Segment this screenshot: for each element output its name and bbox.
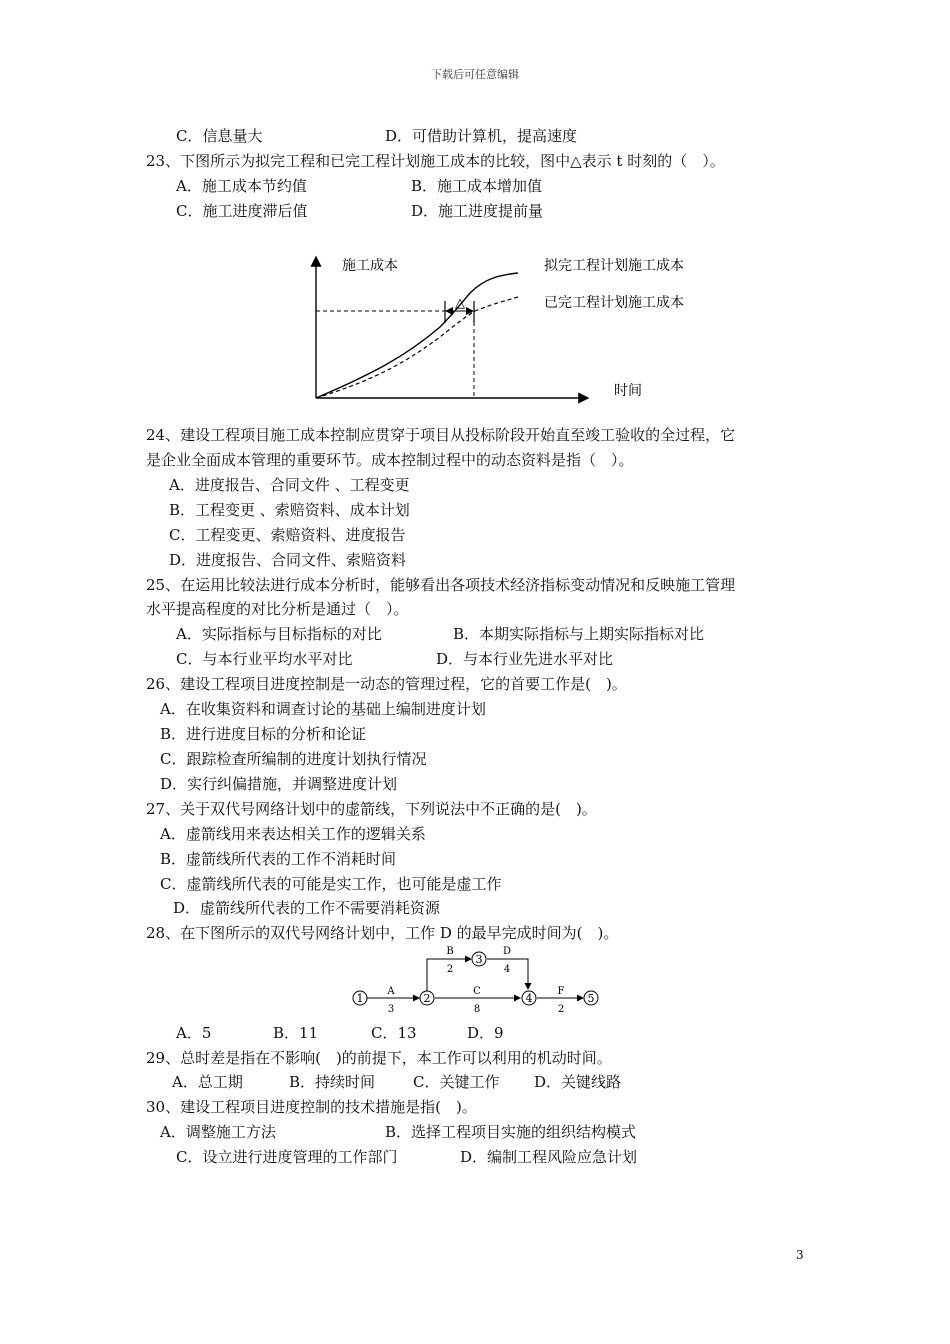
earned-curve-label: 已完工程计划施工成本 xyxy=(544,295,684,311)
q30-option-a: A．调整施工方法 xyxy=(160,1123,276,1141)
activity-d-duration: 4 xyxy=(503,964,511,975)
q26-option-b: B．进行进度目标的分析和论证 xyxy=(160,725,367,743)
q24-option-c: C．工程变更、索赔资料、进度报告 xyxy=(169,526,406,544)
q27-option-b: B．虚箭线所代表的工作不消耗时间 xyxy=(160,850,397,868)
cost-comparison-diagram xyxy=(300,245,720,415)
q29-option-d: D．关键线路 xyxy=(534,1073,622,1091)
delta-symbol: △ xyxy=(455,296,465,311)
q23-option-b: B．施工成本增加值 xyxy=(411,177,543,195)
earned-cost-curve xyxy=(316,297,518,398)
q27-option-d: D．虚箭线所代表的工作不需要消耗资源 xyxy=(173,899,441,917)
node-2-label: 2 xyxy=(423,992,431,1005)
node-3-label: 3 xyxy=(475,953,483,966)
y-axis-label: 施工成本 xyxy=(342,258,398,274)
q26-option-a: A．在收集资料和调查讨论的基础上编制进度计划 xyxy=(160,700,486,718)
page-header: 下载后可任意编辑 xyxy=(431,68,519,81)
q28-option-c: C．13 xyxy=(371,1024,417,1042)
activity-c-duration: 8 xyxy=(473,1004,481,1015)
q30-stem: 30、建设工程项目进度控制的技术措施是指( )。 xyxy=(146,1098,477,1116)
q24-stem-line2: 是企业全面成本管理的重要环节。成本控制过程中的动态资料是指（ ）。 xyxy=(146,451,634,469)
activity-f-name: F xyxy=(557,986,565,997)
q30-option-b: B．选择工程项目实施的组织结构模式 xyxy=(385,1123,637,1141)
q23-stem: 23、下图所示为拟完工程和已完工程计划施工成本的比较，图中△表示 t 时刻的（ ）。 xyxy=(146,152,725,170)
planned-curve-label: 拟完工程计划施工成本 xyxy=(544,258,684,274)
activity-f-duration: 2 xyxy=(557,1004,565,1015)
q28-stem: 28、在下图所示的双代号网络计划中，工作 D 的最早完成时间为( )。 xyxy=(146,924,619,942)
q25-option-b: B．本期实际指标与上期实际指标对比 xyxy=(453,625,705,643)
q28-option-a: A．5 xyxy=(176,1024,212,1042)
x-axis-label: 时间 xyxy=(614,383,642,399)
node-1-label: 1 xyxy=(356,992,364,1005)
activity-b-name: B xyxy=(446,946,454,957)
q26-stem: 26、建设工程项目进度控制是一动态的管理过程，它的首要工作是( )。 xyxy=(146,675,627,693)
q25-stem-line2: 水平提高程度的对比分析是通过（ ）。 xyxy=(146,600,409,618)
q30-option-c: C．设立进行进度管理的工作部门 xyxy=(176,1148,398,1166)
node-4-label: 4 xyxy=(525,992,533,1005)
q26-option-d: D．实行纠偏措施，并调整进度计划 xyxy=(160,775,398,793)
q28-option-d: D．9 xyxy=(467,1024,504,1042)
q24-option-a: A．进度报告、合同文件 、工程变更 xyxy=(169,476,410,494)
q22-option-d: D．可借助计算机，提高速度 xyxy=(385,127,578,145)
planned-cost-curve xyxy=(316,273,518,398)
q25-option-c: C．与本行业平均水平对比 xyxy=(176,650,353,668)
q24-option-d: D．进度报告、合同文件、索赔资料 xyxy=(169,551,407,569)
q27-stem: 27、关于双代号网络计划中的虚箭线，下列说法中不正确的是( )。 xyxy=(146,800,597,818)
q22-option-c: C．信息量大 xyxy=(176,127,263,145)
network-diagram xyxy=(345,940,605,1020)
q28-option-b: B．11 xyxy=(273,1024,319,1042)
activity-a-name: A xyxy=(387,986,395,997)
page-number: 3 xyxy=(796,1248,804,1262)
activity-b-duration: 2 xyxy=(446,964,454,975)
node-5-label: 5 xyxy=(587,992,595,1005)
q29-stem: 29、总时差是指在不影响( )的前提下，本工作可以利用的机动时间。 xyxy=(146,1049,612,1067)
q25-stem-line1: 25、在运用比较法进行成本分析时，能够看出各项技术经济指标变动情况和反映施工管理 xyxy=(146,576,736,594)
q24-stem-line1: 24、建设工程项目施工成本控制应贯穿于项目从投标阶段开始直至竣工验收的全过程，它 xyxy=(146,426,736,444)
q29-option-c: C．关键工作 xyxy=(413,1073,500,1091)
q29-option-a: A．总工期 xyxy=(172,1073,243,1091)
q27-option-c: C．虚箭线所代表的可能是实工作，也可能是虚工作 xyxy=(160,875,502,893)
q25-option-a: A．实际指标与目标指标的对比 xyxy=(176,625,382,643)
activity-a-duration: 3 xyxy=(387,1004,395,1015)
q27-option-a: A．虚箭线用来表达相关工作的逻辑关系 xyxy=(160,825,426,843)
activity-c-name: C xyxy=(473,986,481,997)
q26-option-c: C．跟踪检查所编制的进度计划执行情况 xyxy=(160,750,427,768)
q30-option-d: D．编制工程风险应急计划 xyxy=(460,1148,638,1166)
activity-d-name: D xyxy=(502,946,512,957)
q24-option-b: B．工程变更 、索赔资料、成本计划 xyxy=(169,501,410,519)
q23-option-a: A．施工成本节约值 xyxy=(176,177,307,195)
q29-option-b: B．持续时间 xyxy=(289,1073,376,1091)
q23-option-d: D．施工进度提前量 xyxy=(411,202,544,220)
q23-option-c: C．施工进度滞后值 xyxy=(176,202,308,220)
q25-option-d: D．与本行业先进水平对比 xyxy=(436,650,614,668)
